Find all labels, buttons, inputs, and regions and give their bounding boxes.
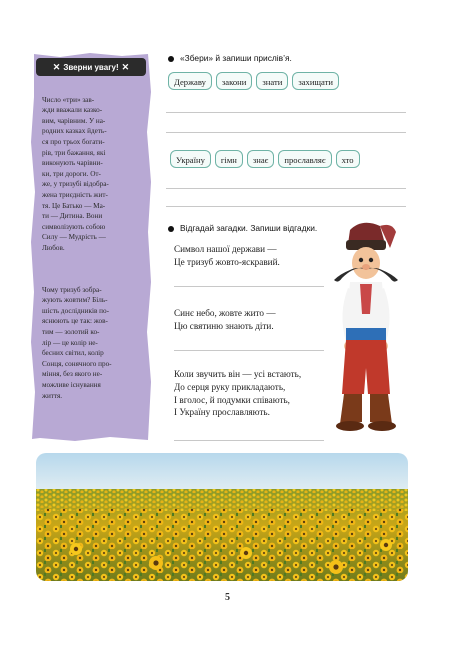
word-chip[interactable]: захищати [292, 72, 339, 90]
word-chip[interactable]: знає [247, 150, 275, 168]
word-chip[interactable]: Державу [168, 72, 212, 90]
word-chip[interactable]: прославляє [278, 150, 331, 168]
note-paragraph-1: Число «три» зав- жди вважали казко- вим, чарівним. У на- родних казках йдеть- ся про трьох богати- рів, три бажання, які виконують чарівни- ки, три дороги. От- же, у тризубі відобра- жена триєдність жит- тя. Це Батько — Ма- ти — Дитина. Вони символізують собою Силу — Мудрість — Любов. [42, 95, 109, 252]
riddle-2: Синє небо, жовте жито — Цю святиню знають діти. [174, 308, 276, 331]
riddle-answer-line[interactable] [174, 350, 324, 351]
word-chip[interactable]: гімн [215, 150, 243, 168]
word-chip[interactable]: знати [256, 72, 288, 90]
answer-line[interactable] [166, 188, 406, 189]
answer-line[interactable] [166, 112, 406, 113]
task-1-title: «Збери» й запиши прислів’я. [180, 53, 292, 63]
note-header [36, 58, 146, 76]
word-row-2 [170, 150, 360, 168]
note-title: Зверни увагу! [63, 62, 119, 72]
answer-line[interactable] [166, 206, 406, 207]
attention-note [30, 52, 152, 442]
bullet-icon [168, 226, 174, 232]
note-paragraph-2: Чому тризуб зобра- жують жовтим? Біль- шість дослідників по- яснюють це так: жов- тим — золотий ко- лір — це колір не- бесних світил, колір Сонця, сонячного про- міння, без якого не- можливе існування життя. [42, 285, 112, 400]
riddle-answer-line[interactable] [174, 440, 324, 441]
word-chip[interactable]: хто [336, 150, 360, 168]
riddle-answer-line[interactable] [174, 286, 324, 287]
riddle-1: Символ нашої держави — Це тризуб жовто-яскравий. [174, 244, 280, 267]
page-number: 5 [225, 592, 230, 603]
cross-icon: ✕ [121, 61, 130, 72]
word-chip[interactable]: Україну [170, 150, 211, 168]
word-chip[interactable]: закони [216, 72, 252, 90]
bullet-icon [168, 56, 174, 62]
note-body [42, 84, 142, 412]
sunflower-field-image [36, 453, 408, 581]
cossack-illustration [332, 218, 400, 442]
cross-icon: ✕ [52, 61, 61, 72]
word-row-1 [168, 72, 339, 90]
answer-line[interactable] [166, 132, 406, 133]
sunflower-field-photo [36, 453, 408, 581]
riddle-3: Коли звучить він — усі встають, До серця руку прикладають, І вголос, й подумки співають, І Україну прославляють. [174, 369, 302, 418]
task-2-title: Відгадай загадки. Запиши відгадки. [180, 223, 318, 233]
